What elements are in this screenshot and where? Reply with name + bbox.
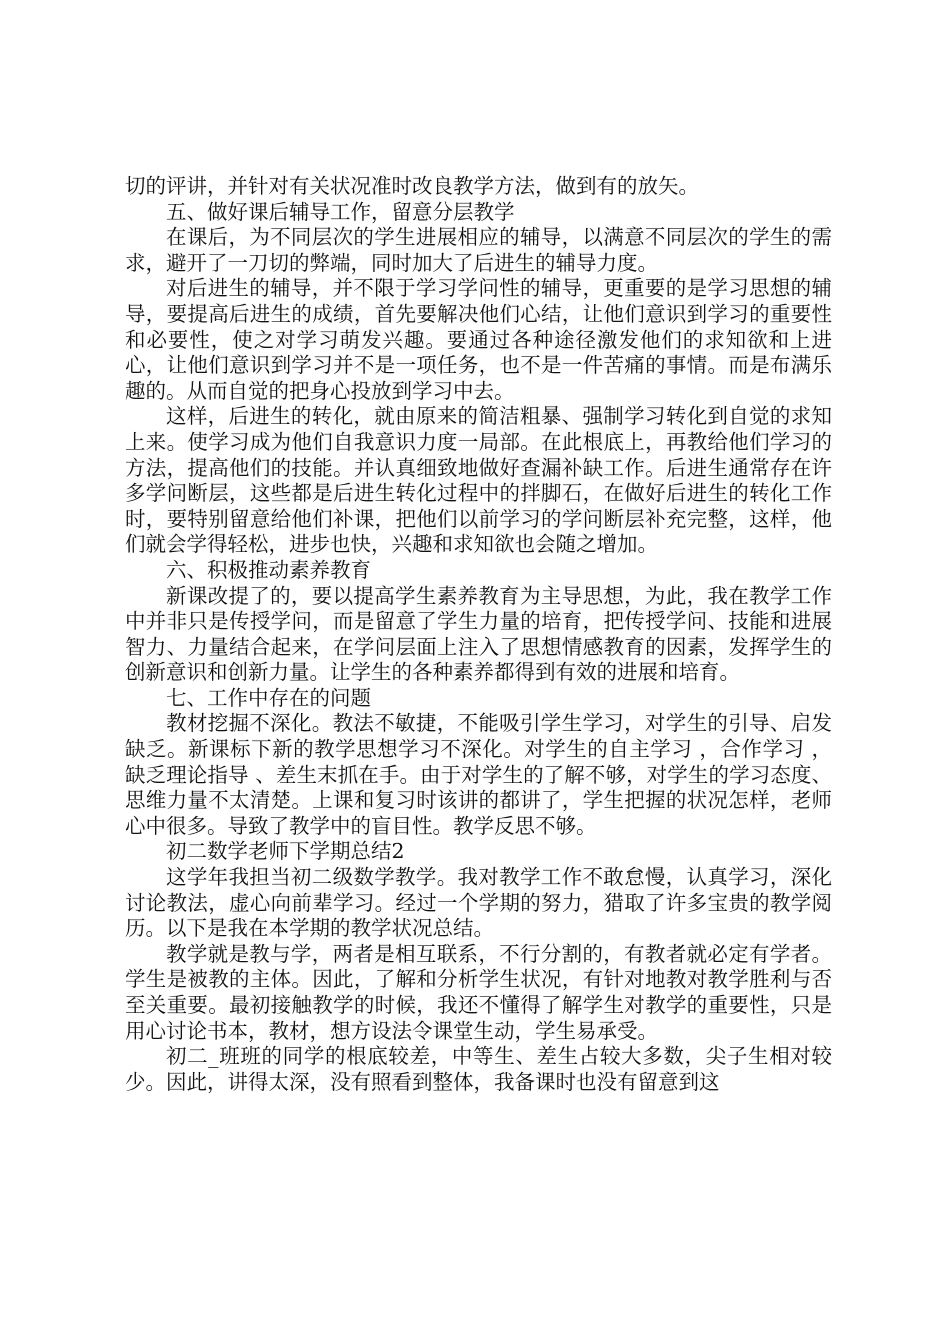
paragraph: 这样，后进生的转化，就由原来的简洁粗暴、强制学习转化到自觉的求知上来。使学习成为他们自我意识力度一局部。在此根底上，再教给他们学习的方法，提高他们的技能。并认真细致地做好查漏补缺工作。后进生通常存在许多学问断层，这些都是后进生转化过程中的拌脚石，在做好后进生的转化工作时，要特别留意给他们补课，把他们以前学习的学问断层补充完整，这样，他们就会学得轻松，进步也快，兴趣和求知欲也会随之增加。 xyxy=(125,404,832,557)
paragraph: 在课后，为不同层次的学生进展相应的辅导，以满意不同层次的学生的需求，避开了一刀切的弊端，同时加大了后进生的辅导力度。 xyxy=(125,225,832,275)
paragraph: 教材挖掘不深化。教法不敏捷，不能吸引学生学习，对学生的引导、启发缺乏。新课标下新的教学思想学习不深化。对学生的自主学习 ，合作学习 ， 缺乏理论指导 、差生末抓在手。由于对学生的了解不够，对学生的学习态度、思维力量不太清楚。上课和复习时该讲的都讲了，学生把握的状况怎样，老师心中很多。导致了教学中的盲目性。教学反思不够。 xyxy=(125,711,832,838)
section-heading: 七、工作中存在的问题 xyxy=(166,685,371,710)
document-body xyxy=(125,174,832,1095)
paragraph: 新课改提了的，要以提高学生素养教育为主导思想，为此，我在教学工作中并非只是传授学问，而是留意了学生力量的培育，把传授学问、技能和进展智力、力量结合起来，在学问层面上注入了思想情感教育的因素，发挥学生的创新意识和创新力量。让学生的各种素养都得到有效的进展和培育。 xyxy=(125,583,832,685)
paragraph: 切的评讲，并针对有关状况准时改良教学方法，做到有的放矢。 xyxy=(125,174,699,198)
paragraph: 初二_班班的同学的根底较差，中等生、差生占较大多数，尖子生相对较少。因此，讲得太深，没有照看到整体，我备课时也没有留意到这 xyxy=(125,1044,832,1094)
paragraph: 对后进生的辅导，并不限于学习学问性的辅导，更重要的是学习思想的辅导，要提高后进生的成绩，首先要解决他们心结，让他们意识到学习的重要性和必要性，使之对学习萌发兴趣。要通过各种途径激发他们的求知欲和上进心，让他们意识到学习并不是一项任务，也不是一件苦痛的事情。而是布满乐趣的。从而自觉的把身心投放到学习中去。 xyxy=(125,276,832,403)
section-heading: 五、做好课后辅导工作，留意分层教学 xyxy=(166,199,515,224)
paragraph: 教学就是教与学，两者是相互联系，不行分割的，有教者就必定有学者。学生是被教的主体。因此，了解和分析学生状况，有针对地教对教学胜利与否至关重要。最初接触教学的时候，我还不懂得了解学生对教学的重要性，只是用心讨论书本，教材，想方设法令课堂生动，学生易承受。 xyxy=(125,941,832,1043)
document-title: 初二数学老师下学期总结2 xyxy=(166,839,405,864)
section-heading: 六、积极推动素养教育 xyxy=(166,557,371,582)
paragraph: 这学年我担当初二级数学教学。我对教学工作不敢怠慢，认真学习，深化讨论教法，虚心向前辈学习。经过一个学期的努力，猎取了许多宝贵的教学阅历。以下是我在本学期的教学状况总结。 xyxy=(125,865,832,941)
